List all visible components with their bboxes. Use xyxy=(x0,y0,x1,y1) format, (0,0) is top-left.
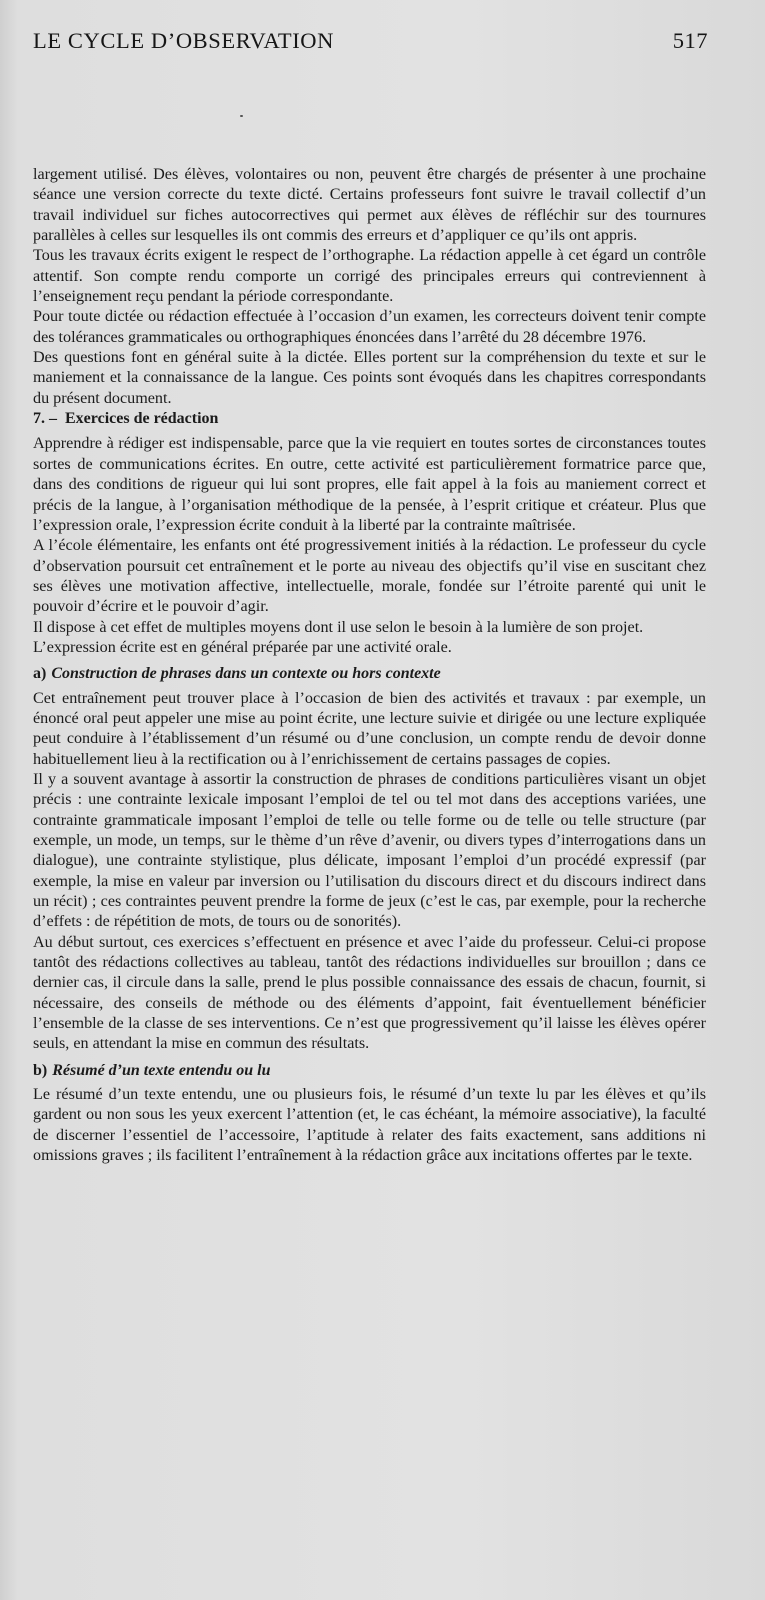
paragraph: L’expression écrite est en général préparée par une activité orale. xyxy=(33,638,452,656)
body-text xyxy=(33,165,706,1167)
section-heading xyxy=(33,409,706,429)
subsection-letter: b) xyxy=(33,1061,48,1079)
paragraph: Il dispose à cet effet de multiples moyens dont il use selon le besoin à la lumière de son projet. xyxy=(33,618,644,636)
section-title: Exercices de rédaction xyxy=(65,410,219,428)
subsection-heading xyxy=(33,664,706,684)
paragraph: A l’école élémentaire, les enfants ont été progressivement initiés à la rédaction. Le professeur du cycle d’observation poursuit cet entraînement et le porte au niveau des objectifs qu’il vise en suscitant chez ses élèves une motivation affective, intellectuelle, morale, fondée sur l’étroite parenté qui unit le pouvoir d’écrire et le pouvoir d’agir. xyxy=(33,537,706,616)
subsection-title: Résumé d’un texte entendu ou lu xyxy=(52,1061,271,1079)
print-speck xyxy=(240,115,243,117)
page-number: 517 xyxy=(672,28,708,53)
paragraph: Pour toute dictée ou rédaction effectuée à l’occasion d’un examen, les correcteurs doivent tenir compte des tolérances grammaticales ou orthographiques énoncées dans l’arrêté du 28 décembre 1976. xyxy=(33,308,706,346)
paragraph: largement utilisé. Des élèves, volontaires ou non, peuvent être chargés de présenter à une prochaine séance une version correcte du texte dicté. Certains professeurs font suivre le travail collectif d’un travail individuel sur fiches autocorrectives qui permet aux élèves de réfléchir sur des tournures parallèles à celles sur lesquelles ils ont commis des erreurs et d’appliquer ce qu’ils ont appris. xyxy=(33,166,706,245)
running-title: LE CYCLE D’OBSERVATION xyxy=(33,28,334,53)
paragraph: Le résumé d’un texte entendu, une ou plusieurs fois, le résumé d’un texte lu par les élèves et qu’ils gardent ou non sous les yeux exercent l’attention (et, le cas échéant, la mémoire associative), la faculté de discerner l’essentiel de l’accessoire, l’aptitude à relater des faits exactement, sans additions ni omissions graves ; ils facilitent l’entraînement à la rédaction grâce aux incitations offertes par le texte. xyxy=(33,1086,706,1165)
running-header xyxy=(33,28,708,54)
subsection-letter: a) xyxy=(33,665,47,683)
section-number: 7. – xyxy=(33,410,57,428)
paragraph: Cet entraînement peut trouver place à l’occasion de bien des activités et travaux : par exemple, un énoncé oral peut appeler une mise au point écrite, une lecture suivie et dirigée ou une lecture expliquée peut conduire à l’établissement d’un résumé ou d’une conclusion, un compte rendu de devoir donne habituellement lieu à la rectification ou à l’enrichissement de certains passages de copies. xyxy=(33,689,706,768)
subsection-title: Construction de phrases dans un contexte ou hors contexte xyxy=(51,665,441,683)
paragraph: Au début surtout, ces exercices s’effectuent en présence et avec l’aide du professeur. Celui-ci propose tantôt des rédactions collectives au tableau, tantôt des rédactions individuelles sur brouillon ; dans ce dernier cas, il circule dans la salle, prend le plus possible connaissance des essais de chacun, fournit, si nécessaire, des conseils de méthode ou des éléments d’appoint, fait éventuellement bénéficier l’ensemble de la classe de ses interventions. Ce n’est que progressivement qu’il laisse les élèves opérer seuls, en attendant la mise en commun des résultats. xyxy=(33,933,706,1053)
subsection-heading xyxy=(33,1061,706,1081)
paragraph: Des questions font en général suite à la dictée. Elles portent sur la compréhension du texte et sur le maniement et la connaissance de la langue. Ces points sont évoqués dans les chapitres correspondants du présent document. xyxy=(33,349,706,407)
paragraph: Tous les travaux écrits exigent le respect de l’orthographe. La rédaction appelle à cet égard un contrôle attentif. Son compte rendu comporte un corrigé des principales erreurs qui contreviennent à l’enseignement reçu pendant la période correspondante. xyxy=(33,247,706,306)
paragraph: Il y a souvent avantage à assortir la construction de phrases de conditions particulières visant un objet précis : une contrainte lexicale imposant l’emploi de tel ou tel mot dans des acceptions variées, une contrainte grammaticale imposant l’emploi de telle ou telle forme ou de telle ou telle structure (par exemple, un mode, un temps, sur le thème d’un rêve d’avenir, ou divers types d’interrogations dans un dialogue), une contrainte stylistique, plus délicate, imposant l’emploi d’un procédé expressif (par exemple, la mise en valeur par inversion ou l’utilisation du discours direct et du discours indirect dans un récit) ; ces contraintes peuvent prendre la forme de jeux (c’est le cas, par exemple, pour la recherche d’effets : de répétition de mots, de tours ou de sonorités). xyxy=(33,770,706,931)
paragraph: Apprendre à rédiger est indispensable, parce que la vie requiert en toutes sortes de circonstances toutes sortes de communications écrites. En outre, cette activité est particulièrement formatrice parce que, dans des conditions de rigueur qui lui sont propres, elle fait appel à la fois au maniement correct et précis de la langue, à l’organisation méthodique de la pensée, à l’esprit critique et créateur. Plus que l’expression orale, l’expression écrite conduit à la liberté par la contrainte maîtrisée. xyxy=(33,435,706,534)
